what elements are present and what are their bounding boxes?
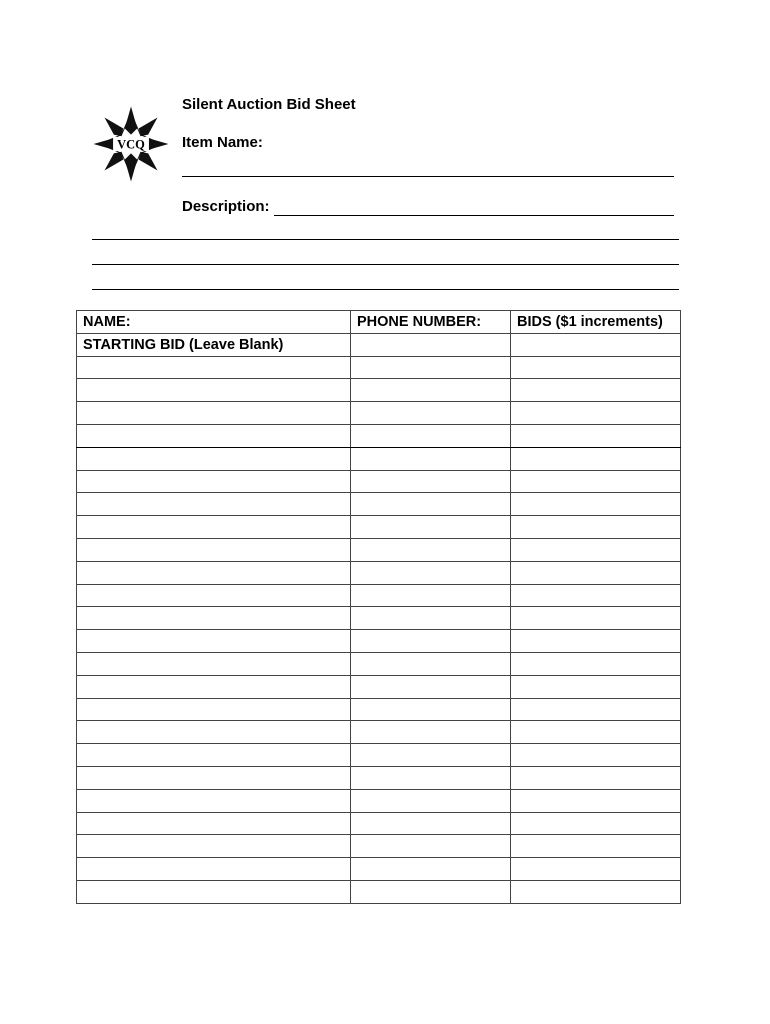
bidder-name-cell[interactable]	[77, 652, 351, 675]
table-header-row	[77, 311, 681, 334]
bidder-phone-cell[interactable]	[351, 538, 511, 561]
table-row	[77, 447, 681, 470]
table-row	[77, 698, 681, 721]
bid-amount-cell[interactable]	[511, 402, 681, 425]
bidder-phone-cell[interactable]	[351, 607, 511, 630]
bidder-name-cell[interactable]	[77, 561, 351, 584]
bid-amount-cell[interactable]	[511, 538, 681, 561]
bidder-name-cell[interactable]	[77, 538, 351, 561]
table-row	[77, 675, 681, 698]
bidder-phone-cell[interactable]	[351, 379, 511, 402]
table-row	[77, 516, 681, 539]
bid-amount-cell[interactable]	[511, 766, 681, 789]
description-line[interactable]	[274, 215, 674, 216]
bid-amount-cell[interactable]	[511, 630, 681, 653]
table-row	[77, 493, 681, 516]
table-row	[77, 538, 681, 561]
table-row	[77, 789, 681, 812]
bidder-name-cell[interactable]	[77, 493, 351, 516]
item-name-line[interactable]	[182, 176, 674, 177]
bidder-phone-cell[interactable]	[351, 470, 511, 493]
table-row	[77, 858, 681, 881]
table-row	[77, 835, 681, 858]
bidder-name-cell[interactable]	[77, 584, 351, 607]
bid-amount-cell[interactable]	[511, 880, 681, 903]
bidder-name-cell[interactable]	[77, 880, 351, 903]
bid-amount-cell[interactable]	[511, 356, 681, 379]
bidder-phone-cell[interactable]	[351, 721, 511, 744]
bidder-phone-cell[interactable]	[351, 652, 511, 675]
bidder-name-cell[interactable]	[77, 721, 351, 744]
bidder-phone-cell[interactable]	[351, 744, 511, 767]
logo-text: VCQ	[117, 137, 145, 152]
table-row	[77, 652, 681, 675]
bidder-name-cell[interactable]	[77, 516, 351, 539]
starting-bid-label: STARTING BID (Leave Blank)	[77, 333, 351, 356]
bidder-phone-cell[interactable]	[351, 858, 511, 881]
table-row	[77, 630, 681, 653]
bidder-name-cell[interactable]	[77, 812, 351, 835]
table-row	[77, 402, 681, 425]
bidder-phone-cell[interactable]	[351, 516, 511, 539]
bidder-name-cell[interactable]	[77, 835, 351, 858]
bidder-name-cell[interactable]	[77, 698, 351, 721]
bidder-phone-cell[interactable]	[351, 675, 511, 698]
bidder-phone-cell[interactable]	[351, 630, 511, 653]
table-row	[77, 812, 681, 835]
bidder-name-cell[interactable]	[77, 607, 351, 630]
bid-amount-cell[interactable]	[511, 675, 681, 698]
vcq-star-logo	[92, 105, 170, 183]
bidder-phone-cell[interactable]	[351, 880, 511, 903]
bid-amount-cell[interactable]	[511, 607, 681, 630]
starting-bid-row	[77, 333, 681, 356]
bidder-phone-cell[interactable]	[351, 812, 511, 835]
bid-amount-cell[interactable]	[511, 789, 681, 812]
bidder-name-cell[interactable]	[77, 447, 351, 470]
bid-amount-cell[interactable]	[511, 584, 681, 607]
bidder-phone-cell[interactable]	[351, 766, 511, 789]
bid-amount-cell[interactable]	[511, 379, 681, 402]
bid-amount-cell[interactable]	[511, 812, 681, 835]
bid-amount-cell[interactable]	[511, 721, 681, 744]
bid-amount-cell[interactable]	[511, 470, 681, 493]
description-line[interactable]	[92, 289, 679, 290]
table-row	[77, 880, 681, 903]
bidder-phone-cell[interactable]	[351, 402, 511, 425]
table-row	[77, 744, 681, 767]
bid-amount-cell[interactable]	[511, 447, 681, 470]
bid-amount-cell[interactable]	[511, 858, 681, 881]
table-row	[77, 766, 681, 789]
name-column-header: NAME:	[77, 311, 351, 334]
bidder-name-cell[interactable]	[77, 675, 351, 698]
description-label: Description:	[182, 198, 270, 215]
table-row	[77, 561, 681, 584]
bidder-name-cell[interactable]	[77, 379, 351, 402]
bidder-name-cell[interactable]	[77, 744, 351, 767]
phone-column-header: PHONE NUMBER:	[351, 311, 511, 334]
table-row	[77, 607, 681, 630]
bidder-name-cell[interactable]	[77, 470, 351, 493]
starting-phone-cell[interactable]	[351, 333, 511, 356]
table-row	[77, 424, 681, 447]
bidder-phone-cell[interactable]	[351, 561, 511, 584]
bidder-phone-cell[interactable]	[351, 584, 511, 607]
bidder-name-cell[interactable]	[77, 356, 351, 379]
bid-amount-cell[interactable]	[511, 652, 681, 675]
bidder-name-cell[interactable]	[77, 424, 351, 447]
bid-amount-cell[interactable]	[511, 424, 681, 447]
bidder-phone-cell[interactable]	[351, 424, 511, 447]
bidder-phone-cell[interactable]	[351, 447, 511, 470]
bid-amount-cell[interactable]	[511, 561, 681, 584]
table-row	[77, 584, 681, 607]
bidder-phone-cell[interactable]	[351, 698, 511, 721]
item-name-label: Item Name:	[182, 134, 263, 151]
bidder-phone-cell[interactable]	[351, 835, 511, 858]
bid-amount-cell[interactable]	[511, 744, 681, 767]
bidder-name-cell[interactable]	[77, 789, 351, 812]
bid-amount-cell[interactable]	[511, 835, 681, 858]
bidder-name-cell[interactable]	[77, 630, 351, 653]
bidder-name-cell[interactable]	[77, 766, 351, 789]
bids-column-header: BIDS ($1 increments)	[511, 311, 681, 334]
bidder-phone-cell[interactable]	[351, 789, 511, 812]
table-row	[77, 470, 681, 493]
table-row	[77, 379, 681, 402]
bidder-phone-cell[interactable]	[351, 356, 511, 379]
bidder-name-cell[interactable]	[77, 858, 351, 881]
bid-amount-cell[interactable]	[511, 698, 681, 721]
bids-table	[76, 310, 681, 904]
description-line[interactable]	[92, 239, 679, 240]
table-row	[77, 721, 681, 744]
starting-bid-cell[interactable]	[511, 333, 681, 356]
description-line[interactable]	[92, 264, 679, 265]
bid-amount-cell[interactable]	[511, 493, 681, 516]
sheet-title: Silent Auction Bid Sheet	[182, 96, 356, 113]
bid-amount-cell[interactable]	[511, 516, 681, 539]
bidder-name-cell[interactable]	[77, 402, 351, 425]
table-row	[77, 356, 681, 379]
bidder-phone-cell[interactable]	[351, 493, 511, 516]
